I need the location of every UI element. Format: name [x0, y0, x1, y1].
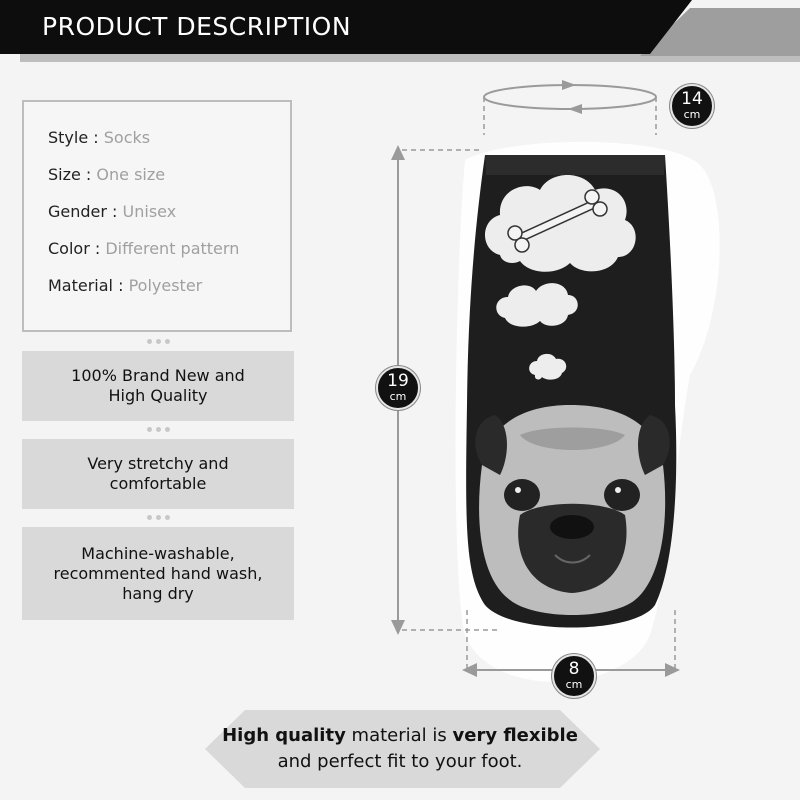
- banner-bold: very flexible: [452, 725, 578, 746]
- width-badge: [552, 654, 596, 698]
- spec-label: Style :: [48, 128, 99, 147]
- spec-value: Unisex: [122, 202, 177, 221]
- feature-line: 100% Brand New and: [71, 366, 245, 385]
- banner-line-2: and perfect fit to your foot.: [277, 751, 523, 772]
- feature-line: High Quality: [108, 386, 208, 405]
- dimension-unit: cm: [565, 678, 583, 691]
- feature-line: comfortable: [109, 474, 207, 493]
- spec-row-material: [48, 274, 290, 311]
- page-title: PRODUCT DESCRIPTION: [42, 12, 352, 41]
- spec-row-gender: [48, 200, 290, 237]
- feature-line: Very stretchy and: [87, 454, 229, 473]
- spec-label: Color :: [48, 239, 101, 258]
- dot-separator: [138, 515, 178, 523]
- spec-value: Socks: [103, 128, 151, 147]
- banner-bold: High quality: [222, 725, 346, 746]
- circumference-guide: [484, 80, 656, 135]
- bottom-banner: [200, 714, 600, 784]
- banner-text: material is: [345, 725, 453, 746]
- length-badge: [376, 366, 420, 410]
- spec-row-size: [48, 163, 290, 200]
- spec-label: Size :: [48, 165, 92, 184]
- spec-value: Different pattern: [105, 239, 240, 258]
- feature-stretchy: [22, 439, 294, 509]
- feature-washable: [22, 527, 294, 620]
- spec-value: One size: [96, 165, 166, 184]
- spec-label: Material :: [48, 276, 124, 295]
- pug-face: [475, 405, 669, 615]
- dimension-unit: cm: [389, 390, 407, 403]
- dot-separator: [138, 339, 178, 347]
- dimension-value: 14: [681, 89, 703, 109]
- spec-label: Gender :: [48, 202, 118, 221]
- feature-line: Machine-washable,: [81, 543, 235, 563]
- feature-line: hang dry: [122, 583, 194, 603]
- spec-box: [22, 100, 292, 332]
- spec-value: Polyester: [128, 276, 203, 295]
- circumference-badge: [670, 84, 714, 128]
- spec-row-color: [48, 237, 290, 274]
- banner-line-1: [222, 723, 578, 749]
- feature-line: recommented hand wash,: [53, 563, 263, 583]
- dimension-unit: cm: [683, 108, 701, 121]
- dimension-value: 8: [568, 659, 580, 679]
- dimension-value: 19: [387, 371, 409, 391]
- spec-row-style: [48, 126, 290, 163]
- dot-separator: [138, 427, 178, 435]
- sock-illustration: [370, 75, 750, 700]
- feature-brand-new: [22, 351, 294, 421]
